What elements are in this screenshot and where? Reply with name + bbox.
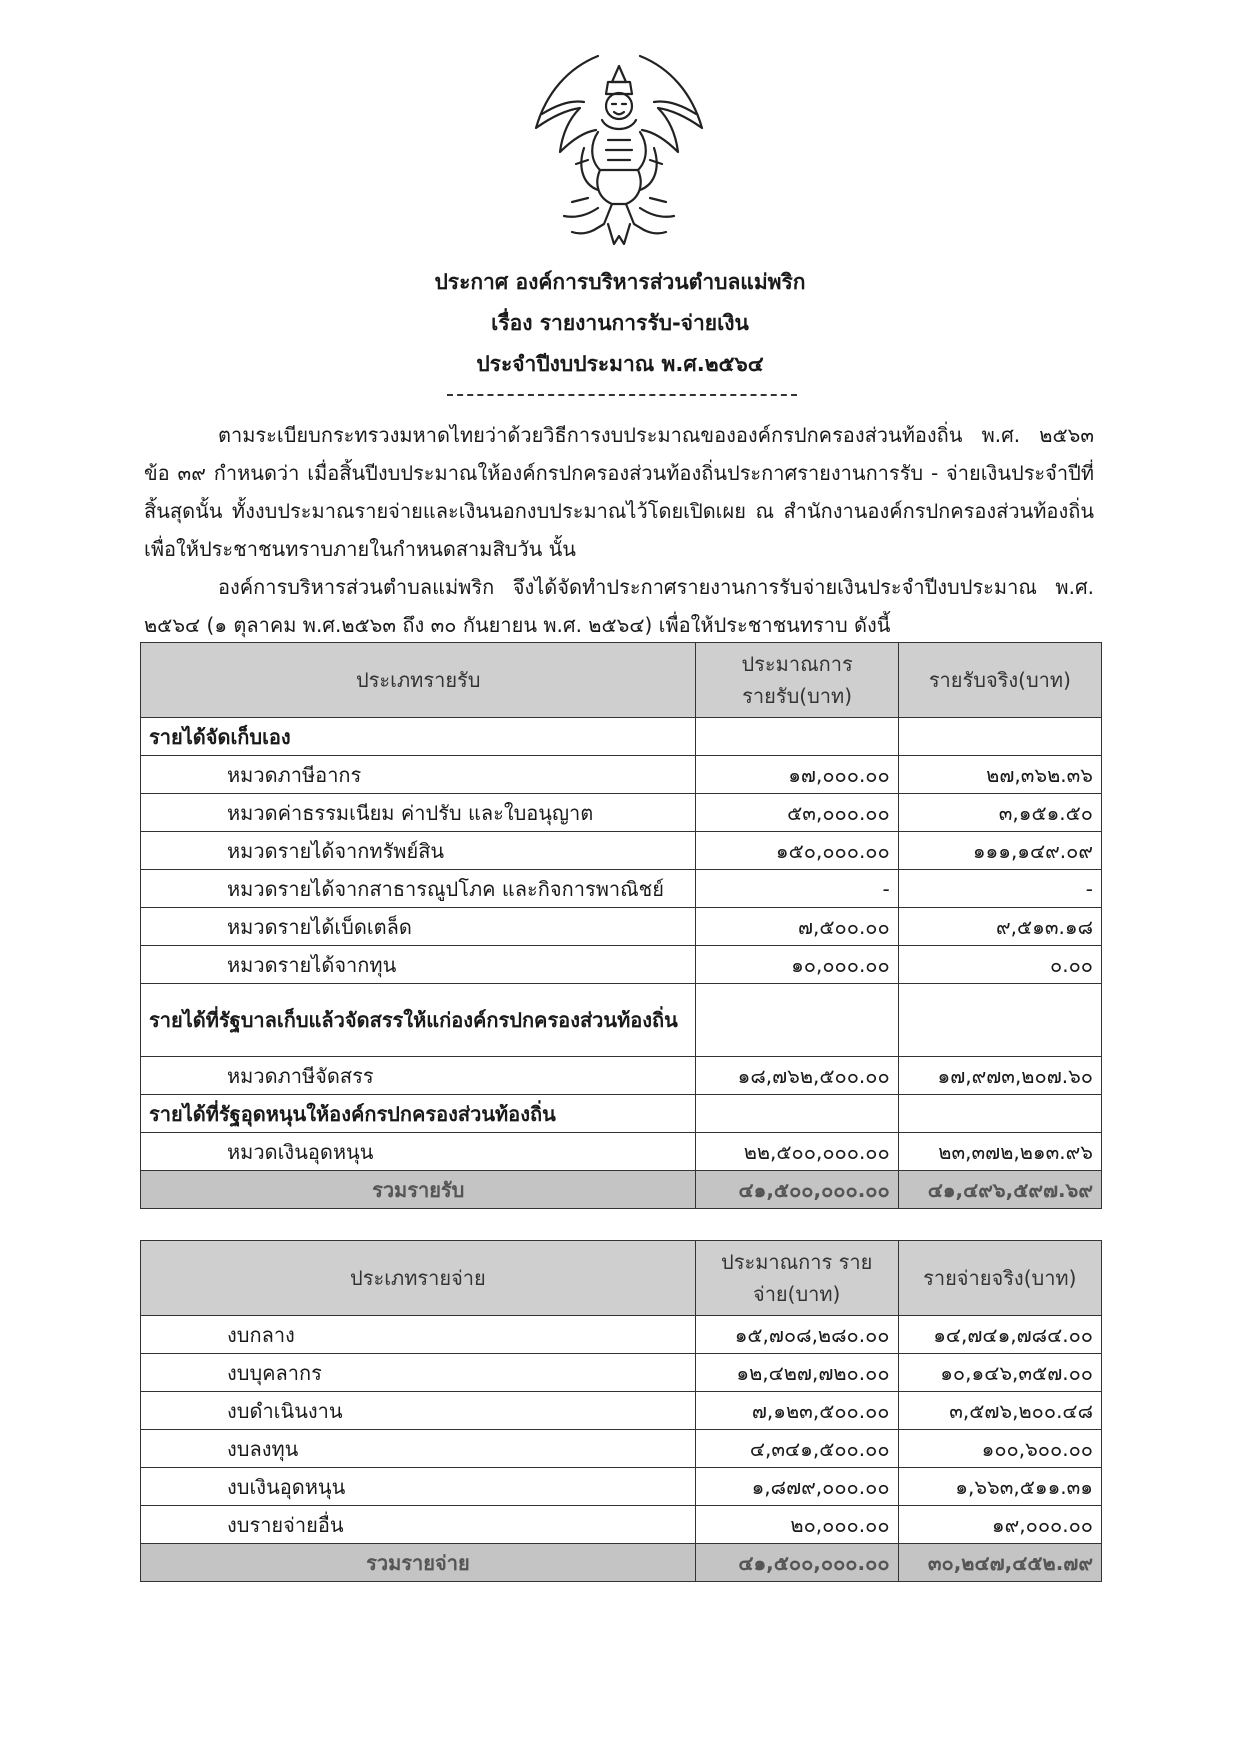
announcement-fiscal-year: ประจำปีงบประมาณ พ.ศ.๒๕๖๔ — [476, 352, 764, 376]
income-header-budget: ประมาณการ รายรับ(บาท) — [696, 643, 898, 718]
income-section-row — [141, 984, 1102, 1057]
table-row — [141, 870, 1102, 908]
row-budget: ๑๕๐,๐๐๐.๐๐ — [696, 832, 898, 870]
dashed-divider — [447, 394, 797, 396]
table-row — [141, 1506, 1102, 1544]
row-actual: - — [898, 870, 1101, 908]
total-actual: ๔๑,๔๙๖,๕๙๗.๖๙ — [898, 1171, 1101, 1209]
row-budget: ๑๕,๗๐๘,๒๘๐.๐๐ — [695, 1316, 898, 1354]
row-budget: - — [696, 870, 898, 908]
announcement-title: ประกาศ องค์การบริหารส่วนตำบลแม่พริก — [434, 270, 806, 294]
row-actual: ๑,๖๖๓,๕๑๑.๓๑ — [898, 1468, 1101, 1506]
row-label: งบเงินอุดหนุน — [141, 1468, 696, 1506]
section-title: รายได้จัดเก็บเอง — [141, 718, 696, 756]
row-label: หมวดรายได้จากสาธารณูปโภค และกิจการพาณิชย์ — [141, 870, 696, 908]
total-label: รวมรายจ่าย — [141, 1544, 696, 1582]
row-label: หมวดค่าธรรมเนียม ค่าปรับ และใบอนุญาต — [141, 794, 696, 832]
expense-header-actual: รายจ่ายจริง(บาท) — [898, 1241, 1101, 1316]
table-row — [141, 908, 1102, 946]
row-label: หมวดรายได้จากทุน — [141, 946, 696, 984]
row-label: งบรายจ่ายอื่น — [141, 1506, 696, 1544]
row-label: งบดำเนินงาน — [141, 1392, 696, 1430]
row-budget: ๒๒,๕๐๐,๐๐๐.๐๐ — [696, 1133, 898, 1171]
income-section-row — [141, 718, 1102, 756]
row-actual: ๓,๕๗๖,๒๐๐.๔๘ — [898, 1392, 1101, 1430]
row-label: หมวดรายได้เบ็ดเตล็ด — [141, 908, 696, 946]
expense-total-row — [141, 1544, 1102, 1582]
row-actual: ๑๐,๑๔๖,๓๕๗.๐๐ — [898, 1354, 1101, 1392]
income-total-row — [141, 1171, 1102, 1209]
expense-header-category: ประเภทรายจ่าย — [141, 1241, 696, 1316]
row-budget: ๑๒,๔๒๗,๗๒๐.๐๐ — [695, 1354, 898, 1392]
row-label: งบบุคลากร — [141, 1354, 696, 1392]
row-budget: ๕๓,๐๐๐.๐๐ — [696, 794, 898, 832]
total-budget: ๔๑,๕๐๐,๐๐๐.๐๐ — [696, 1171, 898, 1209]
income-header-category: ประเภทรายรับ — [141, 643, 696, 718]
row-label: หมวดรายได้จากทรัพย์สิน — [141, 832, 696, 870]
garuda-emblem — [528, 48, 710, 248]
row-label: งบลงทุน — [141, 1430, 696, 1468]
row-budget: ๒๐,๐๐๐.๐๐ — [695, 1506, 898, 1544]
table-row — [141, 756, 1102, 794]
row-actual: ๐.๐๐ — [898, 946, 1101, 984]
row-actual: ๑๔,๗๔๑,๗๘๔.๐๐ — [898, 1316, 1101, 1354]
row-budget: ๑๘,๗๖๒,๕๐๐.๐๐ — [696, 1057, 898, 1095]
expense-table — [140, 1240, 1102, 1582]
row-actual: ๙,๕๑๓.๑๘ — [898, 908, 1101, 946]
total-actual: ๓๐,๒๔๗,๔๕๒.๗๙ — [898, 1544, 1101, 1582]
row-budget: ๗,๑๒๓,๕๐๐.๐๐ — [695, 1392, 898, 1430]
row-actual: ๑๙,๐๐๐.๐๐ — [898, 1506, 1101, 1544]
table-row — [141, 946, 1102, 984]
table-row — [141, 1430, 1102, 1468]
section-title: รายได้ที่รัฐบาลเก็บแล้วจัดสรรให้แก่องค์กรปกครองส่วนท้องถิ่น — [141, 984, 696, 1057]
body-paragraph-1 — [144, 416, 1094, 568]
income-section-row — [141, 1095, 1102, 1133]
expense-header-row — [141, 1241, 1102, 1316]
total-budget: ๔๑,๕๐๐,๐๐๐.๐๐ — [695, 1544, 898, 1582]
table-row — [141, 832, 1102, 870]
row-label: หมวดภาษีจัดสรร — [141, 1057, 696, 1095]
row-budget: ๑,๘๗๙,๐๐๐.๐๐ — [695, 1468, 898, 1506]
body-paragraph-2 — [144, 568, 1094, 644]
row-actual: ๑๑๑,๑๔๙.๐๙ — [898, 832, 1101, 870]
income-header-row — [141, 643, 1102, 718]
row-actual: ๓,๑๕๑.๕๐ — [898, 794, 1101, 832]
income-table — [140, 642, 1102, 1209]
row-budget: ๑๐,๐๐๐.๐๐ — [696, 946, 898, 984]
row-actual: ๒๓,๓๗๒,๒๑๓.๙๖ — [898, 1133, 1101, 1171]
table-row — [141, 1392, 1102, 1430]
total-label: รวมรายรับ — [141, 1171, 696, 1209]
row-actual: ๑๐๐,๖๐๐.๐๐ — [898, 1430, 1101, 1468]
table-row — [141, 1057, 1102, 1095]
row-label: งบกลาง — [141, 1316, 696, 1354]
row-budget: ๗,๕๐๐.๐๐ — [696, 908, 898, 946]
table-row — [141, 794, 1102, 832]
table-row — [141, 1354, 1102, 1392]
row-label: หมวดภาษีอากร — [141, 756, 696, 794]
announcement-subject: เรื่อง รายงานการรับ-จ่ายเงิน — [491, 311, 749, 335]
row-label: หมวดเงินอุดหนุน — [141, 1133, 696, 1171]
row-actual: ๑๗,๙๗๓,๒๐๗.๖๐ — [898, 1057, 1101, 1095]
expense-header-budget: ประมาณการ รายจ่าย(บาท) — [695, 1241, 898, 1316]
paragraph-2-text: องค์การบริหารส่วนตำบลแม่พริก จึงได้จัดทำประกาศรายงานการรับจ่ายเงินประจำปีงบประมาณ พ.ศ. ๒๕๖๔ (๑ ตุลาคม พ.ศ.๒๕๖๓ ถึง ๓๐ กันยายน พ.ศ. ๒๕๖๔) เพื่อให้ประชาชนทราบ ดังนี้ — [144, 575, 1094, 637]
table-row — [141, 1316, 1102, 1354]
row-budget: ๑๗,๐๐๐.๐๐ — [696, 756, 898, 794]
table-row — [141, 1133, 1102, 1171]
paragraph-1-text: ตามระเบียบกระทรวงมหาดไทยว่าด้วยวิธีการงบประมาณขององค์กรปกครองส่วนท้องถิ่น พ.ศ. ๒๕๖๓ ข้อ ๓๙ กำหนดว่า เมื่อสิ้นปีงบประมาณให้องค์กรปกครองส่วนท้องถิ่นประกาศรายงานการรับ - จ่ายเงินประจำปีที่สิ้นสุดนั้น ทั้งงบประมาณรายจ่ายและเงินนอกงบประมาณไว้โดยเปิดเผย ณ สำนักงานองค์กรปกครองส่วนท้องถิ่น เพื่อให้ประชาชนทราบภายในกำหนดสามสิบวัน นั้น — [144, 423, 1094, 561]
income-header-actual: รายรับจริง(บาท) — [898, 643, 1101, 718]
row-budget: ๔,๓๔๑,๕๐๐.๐๐ — [695, 1430, 898, 1468]
table-row — [141, 1468, 1102, 1506]
row-actual: ๒๗,๓๖๒.๓๖ — [898, 756, 1101, 794]
section-title: รายได้ที่รัฐอุดหนุนให้องค์กรปกครองส่วนท้องถิ่น — [141, 1095, 696, 1133]
